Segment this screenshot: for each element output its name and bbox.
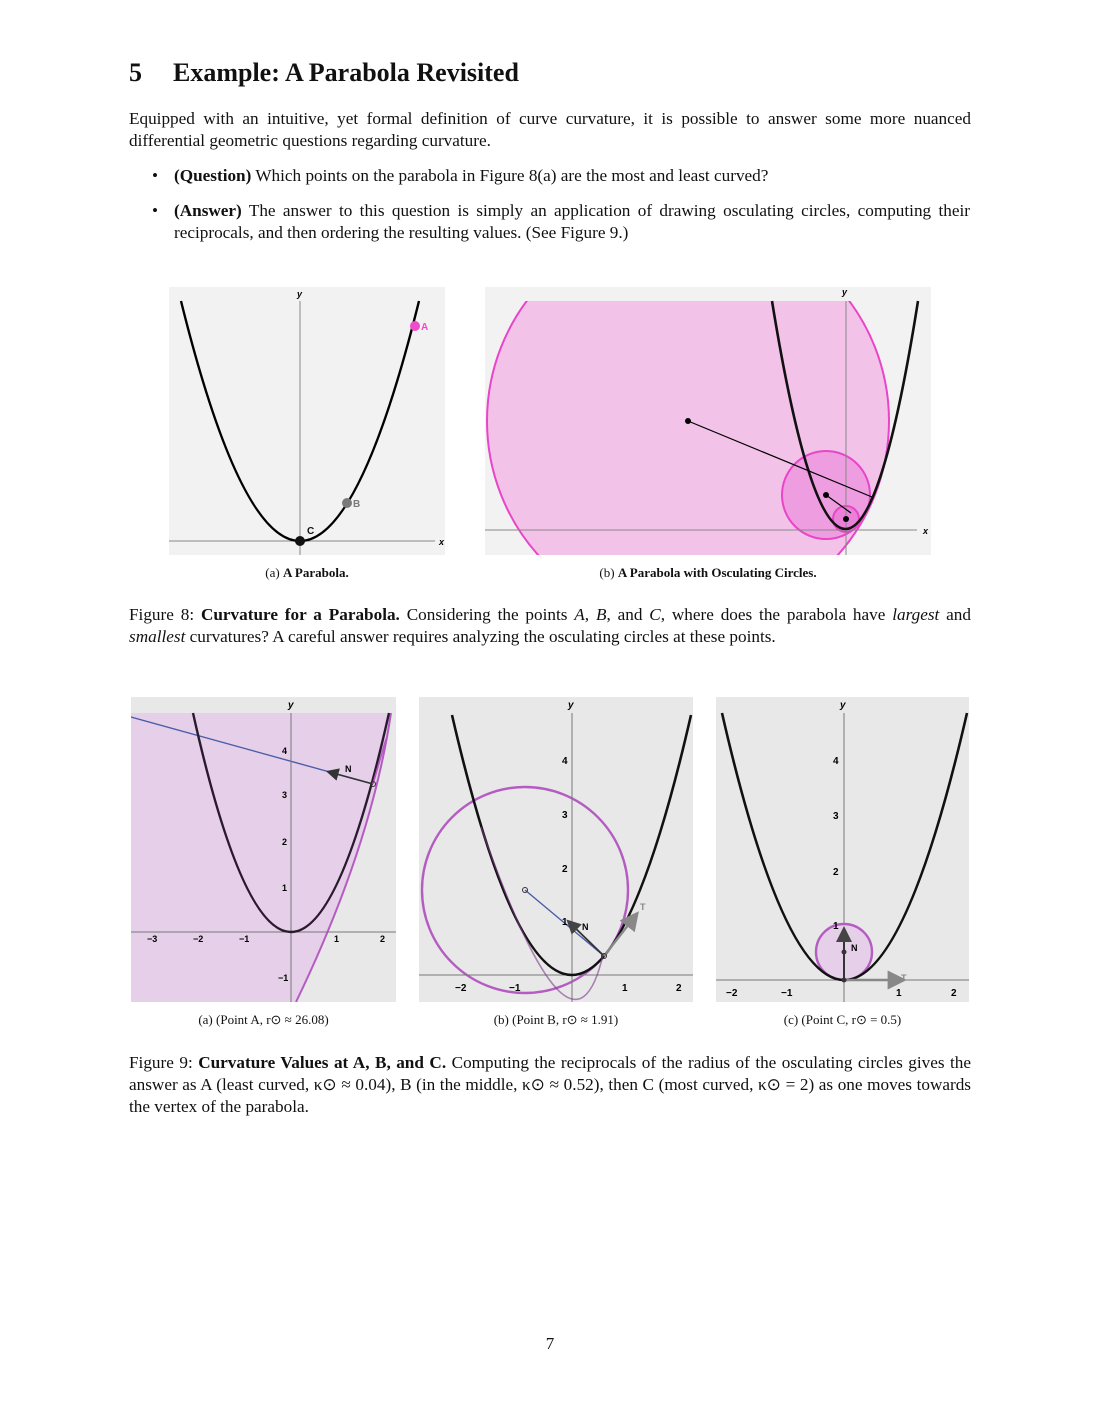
x-axis-label: x [923, 526, 929, 536]
x-tick-label: −2 [726, 988, 738, 999]
subcaption-prefix: (a) [265, 565, 283, 580]
caption-emphasis: smallest [129, 627, 186, 646]
caption-point-a: A [574, 605, 585, 624]
x-axis-label: x [439, 537, 445, 547]
x-tick-label: −3 [147, 934, 158, 944]
caption-emphasis: largest [892, 605, 940, 624]
bullet-label: (Question) [174, 166, 252, 185]
center-b-dot [823, 492, 829, 498]
subcaption-title: A Parabola. [282, 565, 349, 580]
bullet-dot-icon: • [152, 166, 159, 185]
figure-8-caption [129, 604, 971, 648]
figure-9b-plot [419, 697, 693, 1002]
y-tick-label: 4 [833, 756, 839, 767]
y-axis-label: y [840, 700, 846, 711]
plot-background [169, 287, 445, 555]
figure-8a-plot [169, 287, 445, 555]
normal-label: N [582, 922, 589, 932]
figure-label: Figure 8: [129, 605, 201, 624]
caption-text: Considering the points [399, 605, 575, 624]
caption-text: , [584, 605, 596, 624]
caption-point-c: C [649, 605, 661, 624]
subcaption-prefix: (b) [599, 565, 618, 580]
point-b-label: B [353, 499, 361, 510]
figure-9-caption [129, 1052, 971, 1118]
y-tick-label: 2 [562, 864, 568, 875]
y-axis-label: y [297, 289, 303, 299]
y-tick-label: 2 [282, 837, 288, 847]
plot-background [419, 697, 693, 1002]
y-tick-label: 1 [282, 883, 288, 893]
bullet-dot-icon: • [152, 201, 159, 220]
figure-caption-title: Curvature Values at A, B, and C. [198, 1053, 447, 1072]
y-tick-label: 2 [833, 867, 839, 878]
point-c-label: C [307, 526, 315, 537]
bullet-text: The answer to this question is simply an application of drawing osculating circles, computing their reciprocals, and then ordering the resulting values. (See Figure 9.) [174, 201, 970, 242]
tangent-label: T [901, 973, 907, 983]
bullet-label: (Answer) [174, 201, 242, 220]
x-tick-label: 2 [676, 983, 682, 994]
figure-caption-title: Curvature for a Parabola. [200, 605, 400, 624]
caption-point-b: B [595, 605, 607, 624]
point-c-marker [295, 536, 305, 546]
y-tick-label: 1 [562, 917, 568, 928]
caption-text: , where does the parabola have [660, 605, 893, 624]
x-tick-label: −1 [781, 988, 793, 999]
x-tick-label: 2 [380, 934, 386, 944]
center-a-dot [685, 418, 691, 424]
figure-8a-caption [169, 565, 445, 581]
y-tick-label: −1 [278, 973, 289, 983]
y-axis-label: y [568, 700, 574, 711]
y-tick-label: 3 [282, 790, 288, 800]
y-tick-label: 4 [562, 756, 568, 767]
x-tick-label: 1 [622, 983, 628, 994]
x-tick-label: −2 [193, 934, 204, 944]
figure-8b-caption [485, 565, 931, 581]
normal-label: N [345, 764, 352, 774]
x-tick-label: 2 [951, 988, 957, 999]
bullet-answer [152, 200, 970, 244]
x-tick-label: 1 [896, 988, 902, 999]
center-dot [842, 950, 847, 955]
y-axis-label: y [842, 287, 848, 297]
caption-text: and [939, 605, 971, 624]
figure-9a-caption: (a) (Point A, r⊙ ≈ 26.08) [198, 1012, 329, 1027]
caption-text: , and [606, 605, 650, 624]
figure-8b-plot [485, 287, 931, 555]
figure-9c-caption: (c) (Point C, r⊙ = 0.5) [783, 1012, 902, 1027]
x-tick-label: −2 [455, 983, 467, 994]
point-b-marker [342, 498, 352, 508]
figure-9b-caption: (b) (Point B, r⊙ ≈ 1.91) [493, 1012, 619, 1027]
x-tick-label: −1 [509, 983, 521, 994]
subcaption-title: A Parabola with Osculating Circles. [617, 565, 817, 580]
x-tick-label: 1 [334, 934, 340, 944]
center-c-dot [843, 516, 849, 522]
bullet-question [152, 165, 970, 187]
figure-9a-plot [131, 697, 396, 1002]
page-number: 7 [545, 1334, 555, 1353]
figure-9c-plot [716, 697, 969, 1002]
point-a-label: A [421, 322, 429, 333]
section-heading [129, 58, 519, 88]
y-tick-label: 3 [562, 810, 568, 821]
point-c-marker [842, 978, 847, 983]
tangent-label: T [640, 902, 646, 912]
point-a-marker [410, 321, 420, 331]
intro-paragraph: Equipped with an intuitive, yet formal definition of curve curvature, it is possible to answer some more nuanced differential geometric questions regarding curvature. [129, 109, 971, 150]
bullet-text: Which points on the parabola in Figure 8(a) are the most and least curved? [251, 166, 769, 185]
y-tick-label: 3 [833, 811, 839, 822]
x-tick-label: −1 [239, 934, 250, 944]
y-tick-label: 4 [282, 746, 288, 756]
section-title: Example: A Parabola Revisited [173, 58, 519, 87]
figure-label: Figure 9: [129, 1053, 199, 1072]
y-axis-label: y [288, 700, 294, 711]
normal-label: N [851, 943, 858, 953]
caption-text: curvatures? A careful answer requires analyzing the osculating circles at these points. [185, 627, 776, 646]
y-tick-label: 1 [833, 921, 839, 932]
section-number: 5 [129, 58, 142, 87]
bullet-list [152, 165, 970, 257]
caption-text: Computing the reciprocals of the radius of the osculating circles gives the answer as A (least curved, κ⊙ ≈ 0.04), B (in the middle, κ⊙ ≈ 0.52), then C (most curved, κ⊙ = 2) as one moves towards the vertex of the parabola. [129, 1053, 971, 1116]
